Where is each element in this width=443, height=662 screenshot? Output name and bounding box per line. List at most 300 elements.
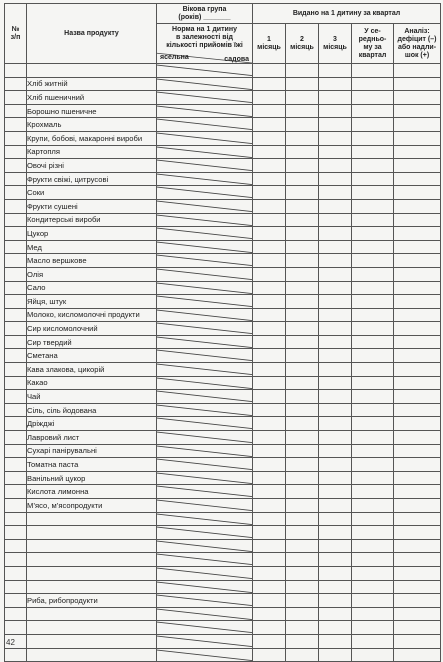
norm-cell[interactable] — [157, 607, 253, 621]
row-number-cell[interactable] — [5, 444, 27, 458]
analysis-cell[interactable] — [394, 308, 441, 322]
norm-cell[interactable] — [157, 254, 253, 268]
month-1-cell[interactable] — [253, 308, 286, 322]
month-3-cell[interactable] — [319, 403, 352, 417]
quarter-average-cell[interactable] — [352, 390, 394, 404]
month-3-cell[interactable] — [319, 240, 352, 254]
norm-cell[interactable] — [157, 431, 253, 445]
norm-cell[interactable] — [157, 186, 253, 200]
quarter-average-cell[interactable] — [352, 485, 394, 499]
month-1-cell[interactable] — [253, 159, 286, 173]
norm-cell[interactable] — [157, 648, 253, 662]
month-3-cell[interactable] — [319, 172, 352, 186]
analysis-cell[interactable] — [394, 186, 441, 200]
row-number-cell[interactable] — [5, 254, 27, 268]
month-1-cell[interactable] — [253, 363, 286, 377]
month-2-cell[interactable] — [286, 417, 319, 431]
month-1-cell[interactable] — [253, 512, 286, 526]
month-3-cell[interactable] — [319, 499, 352, 513]
month-2-cell[interactable] — [286, 186, 319, 200]
month-2-cell[interactable] — [286, 471, 319, 485]
month-3-cell[interactable] — [319, 566, 352, 580]
month-1-cell[interactable] — [253, 64, 286, 78]
month-2-cell[interactable] — [286, 335, 319, 349]
month-1-cell[interactable] — [253, 580, 286, 594]
quarter-average-cell[interactable] — [352, 91, 394, 105]
row-number-cell[interactable] — [5, 417, 27, 431]
month-2-cell[interactable] — [286, 77, 319, 91]
analysis-cell[interactable] — [394, 322, 441, 336]
month-1-cell[interactable] — [253, 118, 286, 132]
quarter-average-cell[interactable] — [352, 376, 394, 390]
month-3-cell[interactable] — [319, 607, 352, 621]
quarter-average-cell[interactable] — [352, 621, 394, 635]
quarter-average-cell[interactable] — [352, 240, 394, 254]
month-3-cell[interactable] — [319, 295, 352, 309]
norm-cell[interactable] — [157, 77, 253, 91]
analysis-cell[interactable] — [394, 458, 441, 472]
month-2-cell[interactable] — [286, 458, 319, 472]
analysis-cell[interactable] — [394, 553, 441, 567]
norm-cell[interactable] — [157, 512, 253, 526]
month-2-cell[interactable] — [286, 295, 319, 309]
month-2-cell[interactable] — [286, 308, 319, 322]
month-2-cell[interactable] — [286, 104, 319, 118]
norm-cell[interactable] — [157, 159, 253, 173]
norm-cell[interactable] — [157, 566, 253, 580]
analysis-cell[interactable] — [394, 512, 441, 526]
month-2-cell[interactable] — [286, 634, 319, 648]
month-3-cell[interactable] — [319, 64, 352, 78]
norm-cell[interactable] — [157, 64, 253, 78]
analysis-cell[interactable] — [394, 254, 441, 268]
row-number-cell[interactable] — [5, 526, 27, 540]
row-number-cell[interactable] — [5, 145, 27, 159]
analysis-cell[interactable] — [394, 159, 441, 173]
month-2-cell[interactable] — [286, 145, 319, 159]
row-number-cell[interactable] — [5, 118, 27, 132]
quarter-average-cell[interactable] — [352, 526, 394, 540]
quarter-average-cell[interactable] — [352, 634, 394, 648]
month-1-cell[interactable] — [253, 403, 286, 417]
quarter-average-cell[interactable] — [352, 295, 394, 309]
quarter-average-cell[interactable] — [352, 403, 394, 417]
month-1-cell[interactable] — [253, 458, 286, 472]
month-1-cell[interactable] — [253, 295, 286, 309]
quarter-average-cell[interactable] — [352, 417, 394, 431]
month-3-cell[interactable] — [319, 104, 352, 118]
norm-cell[interactable] — [157, 199, 253, 213]
month-2-cell[interactable] — [286, 91, 319, 105]
quarter-average-cell[interactable] — [352, 131, 394, 145]
month-3-cell[interactable] — [319, 512, 352, 526]
month-3-cell[interactable] — [319, 417, 352, 431]
month-3-cell[interactable] — [319, 539, 352, 553]
norm-cell[interactable] — [157, 594, 253, 608]
month-1-cell[interactable] — [253, 485, 286, 499]
norm-cell[interactable] — [157, 281, 253, 295]
analysis-cell[interactable] — [394, 227, 441, 241]
analysis-cell[interactable] — [394, 417, 441, 431]
quarter-average-cell[interactable] — [352, 512, 394, 526]
month-1-cell[interactable] — [253, 104, 286, 118]
norm-cell[interactable] — [157, 227, 253, 241]
quarter-average-cell[interactable] — [352, 553, 394, 567]
month-2-cell[interactable] — [286, 512, 319, 526]
norm-cell[interactable] — [157, 526, 253, 540]
month-1-cell[interactable] — [253, 131, 286, 145]
month-1-cell[interactable] — [253, 213, 286, 227]
analysis-cell[interactable] — [394, 566, 441, 580]
row-number-cell[interactable] — [5, 403, 27, 417]
quarter-average-cell[interactable] — [352, 499, 394, 513]
row-number-cell[interactable] — [5, 213, 27, 227]
quarter-average-cell[interactable] — [352, 648, 394, 662]
quarter-average-cell[interactable] — [352, 267, 394, 281]
month-3-cell[interactable] — [319, 648, 352, 662]
month-2-cell[interactable] — [286, 254, 319, 268]
analysis-cell[interactable] — [394, 349, 441, 363]
row-number-cell[interactable] — [5, 471, 27, 485]
row-number-cell[interactable] — [5, 131, 27, 145]
norm-cell[interactable] — [157, 349, 253, 363]
month-3-cell[interactable] — [319, 471, 352, 485]
analysis-cell[interactable] — [394, 145, 441, 159]
month-2-cell[interactable] — [286, 539, 319, 553]
analysis-cell[interactable] — [394, 172, 441, 186]
norm-cell[interactable] — [157, 417, 253, 431]
month-1-cell[interactable] — [253, 471, 286, 485]
month-3-cell[interactable] — [319, 458, 352, 472]
month-1-cell[interactable] — [253, 390, 286, 404]
analysis-cell[interactable] — [394, 390, 441, 404]
month-2-cell[interactable] — [286, 227, 319, 241]
month-2-cell[interactable] — [286, 403, 319, 417]
row-number-cell[interactable] — [5, 390, 27, 404]
analysis-cell[interactable] — [394, 580, 441, 594]
norm-cell[interactable] — [157, 363, 253, 377]
norm-cell[interactable] — [157, 104, 253, 118]
norm-cell[interactable] — [157, 621, 253, 635]
month-1-cell[interactable] — [253, 553, 286, 567]
month-2-cell[interactable] — [286, 172, 319, 186]
analysis-cell[interactable] — [394, 64, 441, 78]
month-2-cell[interactable] — [286, 240, 319, 254]
quarter-average-cell[interactable] — [352, 64, 394, 78]
quarter-average-cell[interactable] — [352, 363, 394, 377]
month-3-cell[interactable] — [319, 186, 352, 200]
month-2-cell[interactable] — [286, 281, 319, 295]
month-1-cell[interactable] — [253, 77, 286, 91]
norm-cell[interactable] — [157, 471, 253, 485]
month-2-cell[interactable] — [286, 322, 319, 336]
quarter-average-cell[interactable] — [352, 172, 394, 186]
row-number-cell[interactable] — [5, 227, 27, 241]
month-2-cell[interactable] — [286, 159, 319, 173]
month-3-cell[interactable] — [319, 444, 352, 458]
analysis-cell[interactable] — [394, 281, 441, 295]
month-1-cell[interactable] — [253, 621, 286, 635]
month-2-cell[interactable] — [286, 390, 319, 404]
row-number-cell[interactable] — [5, 349, 27, 363]
month-1-cell[interactable] — [253, 376, 286, 390]
month-2-cell[interactable] — [286, 213, 319, 227]
quarter-average-cell[interactable] — [352, 145, 394, 159]
month-3-cell[interactable] — [319, 594, 352, 608]
norm-cell[interactable] — [157, 172, 253, 186]
norm-cell[interactable] — [157, 553, 253, 567]
norm-cell[interactable] — [157, 458, 253, 472]
month-2-cell[interactable] — [286, 553, 319, 567]
row-number-cell[interactable] — [5, 499, 27, 513]
quarter-average-cell[interactable] — [352, 607, 394, 621]
analysis-cell[interactable] — [394, 131, 441, 145]
month-3-cell[interactable] — [319, 553, 352, 567]
month-3-cell[interactable] — [319, 634, 352, 648]
row-number-cell[interactable] — [5, 607, 27, 621]
month-1-cell[interactable] — [253, 254, 286, 268]
analysis-cell[interactable] — [394, 634, 441, 648]
analysis-cell[interactable] — [394, 376, 441, 390]
norm-cell[interactable] — [157, 634, 253, 648]
row-number-cell[interactable] — [5, 322, 27, 336]
month-3-cell[interactable] — [319, 580, 352, 594]
quarter-average-cell[interactable] — [352, 77, 394, 91]
quarter-average-cell[interactable] — [352, 118, 394, 132]
month-2-cell[interactable] — [286, 131, 319, 145]
row-number-cell[interactable] — [5, 172, 27, 186]
month-2-cell[interactable] — [286, 499, 319, 513]
norm-cell[interactable] — [157, 390, 253, 404]
month-3-cell[interactable] — [319, 254, 352, 268]
analysis-cell[interactable] — [394, 91, 441, 105]
month-1-cell[interactable] — [253, 349, 286, 363]
quarter-average-cell[interactable] — [352, 431, 394, 445]
quarter-average-cell[interactable] — [352, 281, 394, 295]
month-3-cell[interactable] — [319, 77, 352, 91]
month-3-cell[interactable] — [319, 335, 352, 349]
row-number-cell[interactable] — [5, 199, 27, 213]
analysis-cell[interactable] — [394, 444, 441, 458]
quarter-average-cell[interactable] — [352, 594, 394, 608]
row-number-cell[interactable] — [5, 308, 27, 322]
row-number-cell[interactable] — [5, 335, 27, 349]
analysis-cell[interactable] — [394, 118, 441, 132]
analysis-cell[interactable] — [394, 539, 441, 553]
norm-cell[interactable] — [157, 118, 253, 132]
row-number-cell[interactable] — [5, 240, 27, 254]
row-number-cell[interactable] — [5, 281, 27, 295]
month-3-cell[interactable] — [319, 308, 352, 322]
norm-cell[interactable] — [157, 145, 253, 159]
row-number-cell[interactable] — [5, 539, 27, 553]
month-1-cell[interactable] — [253, 227, 286, 241]
month-1-cell[interactable] — [253, 594, 286, 608]
month-2-cell[interactable] — [286, 485, 319, 499]
norm-cell[interactable] — [157, 485, 253, 499]
analysis-cell[interactable] — [394, 526, 441, 540]
month-2-cell[interactable] — [286, 444, 319, 458]
norm-cell[interactable] — [157, 580, 253, 594]
month-1-cell[interactable] — [253, 417, 286, 431]
analysis-cell[interactable] — [394, 335, 441, 349]
quarter-average-cell[interactable] — [352, 471, 394, 485]
month-3-cell[interactable] — [319, 322, 352, 336]
row-number-cell[interactable] — [5, 485, 27, 499]
row-number-cell[interactable] — [5, 580, 27, 594]
analysis-cell[interactable] — [394, 607, 441, 621]
quarter-average-cell[interactable] — [352, 580, 394, 594]
month-3-cell[interactable] — [319, 349, 352, 363]
row-number-cell[interactable] — [5, 594, 27, 608]
quarter-average-cell[interactable] — [352, 254, 394, 268]
month-1-cell[interactable] — [253, 145, 286, 159]
analysis-cell[interactable] — [394, 363, 441, 377]
month-2-cell[interactable] — [286, 376, 319, 390]
month-1-cell[interactable] — [253, 172, 286, 186]
quarter-average-cell[interactable] — [352, 444, 394, 458]
month-3-cell[interactable] — [319, 227, 352, 241]
norm-cell[interactable] — [157, 335, 253, 349]
month-1-cell[interactable] — [253, 648, 286, 662]
row-number-cell[interactable] — [5, 376, 27, 390]
month-2-cell[interactable] — [286, 431, 319, 445]
norm-cell[interactable] — [157, 308, 253, 322]
month-1-cell[interactable] — [253, 186, 286, 200]
analysis-cell[interactable] — [394, 295, 441, 309]
month-1-cell[interactable] — [253, 322, 286, 336]
analysis-cell[interactable] — [394, 648, 441, 662]
norm-cell[interactable] — [157, 444, 253, 458]
norm-cell[interactable] — [157, 539, 253, 553]
row-number-cell[interactable] — [5, 104, 27, 118]
analysis-cell[interactable] — [394, 594, 441, 608]
analysis-cell[interactable] — [394, 213, 441, 227]
month-1-cell[interactable] — [253, 634, 286, 648]
norm-cell[interactable] — [157, 499, 253, 513]
month-3-cell[interactable] — [319, 376, 352, 390]
analysis-cell[interactable] — [394, 77, 441, 91]
row-number-cell[interactable] — [5, 363, 27, 377]
norm-cell[interactable] — [157, 322, 253, 336]
month-3-cell[interactable] — [319, 281, 352, 295]
row-number-cell[interactable] — [5, 91, 27, 105]
month-3-cell[interactable] — [319, 431, 352, 445]
month-3-cell[interactable] — [319, 145, 352, 159]
row-number-cell[interactable] — [5, 77, 27, 91]
month-3-cell[interactable] — [319, 118, 352, 132]
month-2-cell[interactable] — [286, 363, 319, 377]
month-1-cell[interactable] — [253, 240, 286, 254]
quarter-average-cell[interactable] — [352, 335, 394, 349]
month-2-cell[interactable] — [286, 267, 319, 281]
quarter-average-cell[interactable] — [352, 322, 394, 336]
month-1-cell[interactable] — [253, 566, 286, 580]
month-2-cell[interactable] — [286, 580, 319, 594]
row-number-cell[interactable] — [5, 566, 27, 580]
month-2-cell[interactable] — [286, 621, 319, 635]
norm-cell[interactable] — [157, 295, 253, 309]
quarter-average-cell[interactable] — [352, 104, 394, 118]
month-1-cell[interactable] — [253, 199, 286, 213]
norm-cell[interactable] — [157, 403, 253, 417]
row-number-cell[interactable] — [5, 159, 27, 173]
quarter-average-cell[interactable] — [352, 349, 394, 363]
row-number-cell[interactable] — [5, 295, 27, 309]
row-number-cell[interactable] — [5, 186, 27, 200]
month-3-cell[interactable] — [319, 621, 352, 635]
analysis-cell[interactable] — [394, 431, 441, 445]
analysis-cell[interactable] — [394, 104, 441, 118]
norm-cell[interactable] — [157, 376, 253, 390]
month-2-cell[interactable] — [286, 648, 319, 662]
analysis-cell[interactable] — [394, 471, 441, 485]
row-number-cell[interactable] — [5, 553, 27, 567]
month-1-cell[interactable] — [253, 281, 286, 295]
month-3-cell[interactable] — [319, 390, 352, 404]
month-3-cell[interactable] — [319, 199, 352, 213]
month-1-cell[interactable] — [253, 539, 286, 553]
month-1-cell[interactable] — [253, 526, 286, 540]
norm-cell[interactable] — [157, 91, 253, 105]
analysis-cell[interactable] — [394, 485, 441, 499]
analysis-cell[interactable] — [394, 267, 441, 281]
month-1-cell[interactable] — [253, 607, 286, 621]
analysis-cell[interactable] — [394, 621, 441, 635]
analysis-cell[interactable] — [394, 199, 441, 213]
quarter-average-cell[interactable] — [352, 199, 394, 213]
month-1-cell[interactable] — [253, 91, 286, 105]
quarter-average-cell[interactable] — [352, 213, 394, 227]
month-2-cell[interactable] — [286, 118, 319, 132]
analysis-cell[interactable] — [394, 403, 441, 417]
month-3-cell[interactable] — [319, 131, 352, 145]
month-3-cell[interactable] — [319, 159, 352, 173]
norm-cell[interactable] — [157, 131, 253, 145]
month-2-cell[interactable] — [286, 566, 319, 580]
month-2-cell[interactable] — [286, 607, 319, 621]
month-1-cell[interactable] — [253, 431, 286, 445]
month-3-cell[interactable] — [319, 526, 352, 540]
row-number-cell[interactable] — [5, 621, 27, 635]
month-3-cell[interactable] — [319, 91, 352, 105]
quarter-average-cell[interactable] — [352, 159, 394, 173]
quarter-average-cell[interactable] — [352, 308, 394, 322]
analysis-cell[interactable] — [394, 499, 441, 513]
norm-cell[interactable] — [157, 267, 253, 281]
month-2-cell[interactable] — [286, 64, 319, 78]
row-number-cell[interactable] — [5, 267, 27, 281]
month-2-cell[interactable] — [286, 526, 319, 540]
month-3-cell[interactable] — [319, 363, 352, 377]
month-3-cell[interactable] — [319, 267, 352, 281]
norm-cell[interactable] — [157, 213, 253, 227]
row-number-cell[interactable] — [5, 458, 27, 472]
month-2-cell[interactable] — [286, 349, 319, 363]
month-2-cell[interactable] — [286, 199, 319, 213]
quarter-average-cell[interactable] — [352, 227, 394, 241]
quarter-average-cell[interactable] — [352, 186, 394, 200]
analysis-cell[interactable] — [394, 240, 441, 254]
month-3-cell[interactable] — [319, 485, 352, 499]
row-number-cell[interactable] — [5, 512, 27, 526]
month-1-cell[interactable] — [253, 444, 286, 458]
month-2-cell[interactable] — [286, 594, 319, 608]
month-1-cell[interactable] — [253, 267, 286, 281]
quarter-average-cell[interactable] — [352, 539, 394, 553]
row-number-cell[interactable] — [5, 431, 27, 445]
month-1-cell[interactable] — [253, 335, 286, 349]
